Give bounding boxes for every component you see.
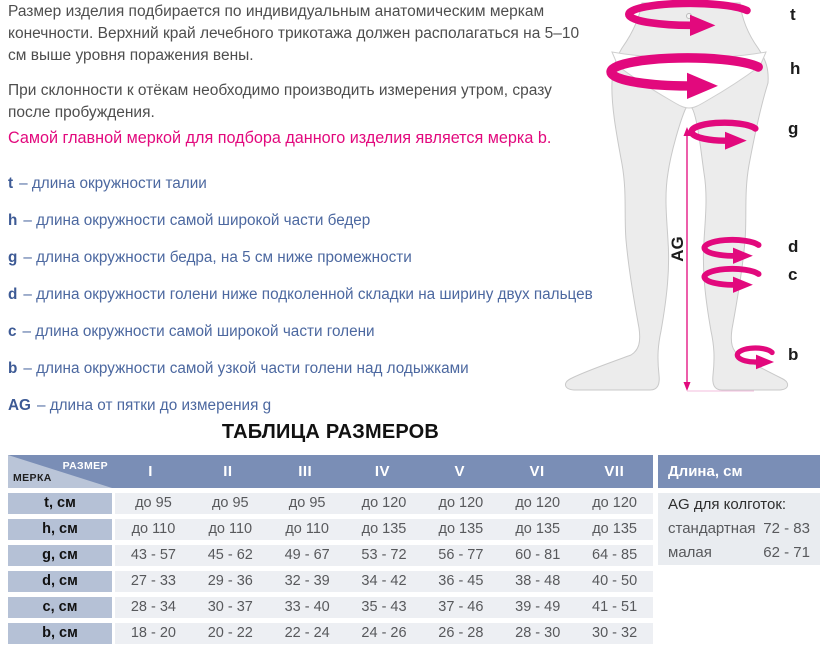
table-row [8, 597, 653, 618]
row-measure-label: d, см [8, 571, 112, 592]
size-value-cell: до 120 [515, 495, 561, 511]
size-column-header: VII [604, 463, 625, 480]
measurement-key: d [8, 285, 18, 303]
measurement-description: – длина окружности самой широкой части бедер [23, 211, 371, 229]
row-values [115, 597, 653, 618]
size-value-cell: до 95 [211, 495, 249, 511]
size-column-header: V [454, 463, 466, 480]
size-value-cell: 29 - 36 [207, 573, 253, 589]
length-panel-header: Длина, см [658, 455, 820, 488]
diagram-label-c: c [788, 265, 798, 284]
length-row-label: малая [668, 544, 712, 561]
size-value-cell: до 120 [438, 495, 484, 511]
measurement-key: t [8, 174, 14, 192]
size-value-cell: до 135 [592, 521, 637, 537]
length-row-label: стандартная [668, 520, 756, 537]
measurement-key: h [8, 211, 18, 229]
measurement-description: – длина от пятки до измерения g [36, 396, 272, 414]
table-row [8, 493, 653, 514]
size-table-header [8, 455, 653, 488]
row-values [115, 571, 653, 592]
measurement-key: b [8, 359, 18, 377]
row-values [115, 545, 653, 566]
size-value-cell: до 120 [361, 495, 407, 511]
length-row [668, 541, 810, 565]
length-panel-subtitle: AG для колготок: [668, 496, 787, 513]
size-value-cell: 28 - 34 [130, 599, 176, 615]
size-value-cell: 28 - 30 [515, 625, 561, 641]
measurement-description: – длина окружности голени ниже подколенной складки на ширину двух пальцев [23, 285, 593, 303]
row-measure-label: c, см [8, 597, 112, 618]
size-value-cell: 56 - 77 [438, 547, 484, 563]
size-value-cell: 27 - 33 [130, 573, 176, 589]
size-value-cell: 37 - 46 [438, 599, 484, 615]
measurement-item [8, 276, 608, 313]
size-value-cell: 24 - 26 [361, 625, 407, 641]
measurement-item [8, 239, 608, 276]
size-table-title: ТАБЛИЦА РАЗМЕРОВ [221, 421, 440, 443]
corner-measure-label: МЕРКА [13, 472, 52, 484]
size-value-cell: 33 - 40 [284, 599, 330, 615]
size-value-cell: 60 - 81 [515, 547, 561, 563]
length-row [668, 517, 810, 541]
measurement-item [8, 313, 608, 350]
size-value-cell: 64 - 85 [592, 547, 638, 563]
size-value-cell: 20 - 22 [207, 625, 253, 641]
measurement-definitions [8, 165, 608, 424]
size-value-cell: 35 - 43 [361, 599, 407, 615]
size-value-cell: 34 - 42 [361, 573, 407, 589]
table-row [8, 545, 653, 566]
size-value-cell: до 95 [288, 495, 326, 511]
size-table [8, 455, 653, 649]
size-value-cell: 49 - 67 [284, 547, 330, 563]
size-value-cell: 22 - 24 [284, 625, 330, 641]
length-panel-body [658, 493, 820, 565]
length-row-value: 72 - 83 [763, 520, 810, 537]
size-column-header: II [223, 463, 233, 480]
size-column-header: I [148, 463, 153, 480]
ag-arrow-down [684, 382, 691, 391]
measurement-key: AG [8, 396, 31, 414]
measurement-description: – длина окружности самой широкой части голени [22, 322, 375, 340]
row-measure-label: g, см [8, 545, 112, 566]
table-row [8, 519, 653, 540]
size-value-cell: 39 - 49 [515, 599, 561, 615]
corner-size-label: РАЗМЕР [62, 460, 108, 472]
row-measure-label: t, см [8, 493, 112, 514]
table-row [8, 571, 653, 592]
size-column-header: IV [374, 463, 391, 480]
measurement-item [8, 165, 608, 202]
diagram-label-g: g [788, 119, 799, 138]
row-values [115, 493, 653, 514]
size-value-cell: до 95 [135, 495, 172, 511]
intro-paragraph-2: При склонности к отёкам необходимо производить измерения утром, сразу после пробуждения. [8, 82, 552, 121]
size-value-cell: 41 - 51 [592, 599, 638, 615]
measurement-key: c [8, 322, 17, 340]
size-value-cell: 30 - 32 [592, 625, 638, 641]
size-value-cell: 53 - 72 [361, 547, 407, 563]
size-value-cell: 18 - 20 [130, 625, 176, 641]
row-values [115, 519, 653, 540]
row-values [115, 623, 653, 644]
size-value-cell: 38 - 48 [515, 573, 561, 589]
row-measure-label: h, см [8, 519, 112, 540]
size-value-cell: 30 - 37 [207, 599, 253, 615]
diagram-label-b: b [788, 345, 799, 364]
size-value-cell: до 135 [361, 521, 407, 537]
table-row [8, 623, 653, 644]
diagram-label-t: t [790, 5, 796, 24]
ag-axis-label: AG [668, 236, 687, 262]
size-column-header: VI [529, 463, 545, 480]
measurement-description: – длина окружности бедра, на 5 см ниже промежности [23, 248, 412, 266]
diagram-label-d: d [788, 237, 799, 256]
measurement-item [8, 202, 608, 239]
size-value-cell: до 120 [592, 495, 637, 511]
size-value-cell: до 110 [285, 521, 329, 537]
length-panel [658, 455, 820, 565]
measurement-item [8, 350, 608, 387]
size-value-cell: 43 - 57 [130, 547, 176, 563]
measurement-description: – длина окружности талии [19, 174, 207, 192]
diagram-label-h: h [790, 59, 801, 78]
size-value-cell: 26 - 28 [438, 625, 484, 641]
size-value-cell: 40 - 50 [592, 573, 638, 589]
table-corner-cell [8, 455, 112, 488]
size-column-header: III [298, 463, 313, 480]
size-value-cell: до 135 [438, 521, 484, 537]
key-measurement-note: Самой главной меркой для подбора данного изделия является мерка b. [8, 129, 552, 147]
body-measurement-diagram [556, 0, 799, 400]
size-value-cell: 32 - 39 [284, 573, 330, 589]
measurement-item [8, 387, 608, 424]
size-value-cell: 45 - 62 [207, 547, 253, 563]
measurement-description: – длина окружности самой узкой части голени над лодыжками [23, 359, 469, 377]
size-value-cell: до 135 [515, 521, 561, 537]
intro-paragraph-1: Размер изделия подбирается по индивидуальным анатомическим меркам конечности. Верхний край лечебного трикотажа должен располагаться на 5–10 см выше уровня поражения вены. [8, 3, 580, 64]
length-row-value: 62 - 71 [763, 544, 810, 561]
size-value-cell: до 110 [131, 521, 176, 537]
size-value-cell: 36 - 45 [438, 573, 484, 589]
size-value-cell: до 110 [208, 521, 253, 537]
row-measure-label: b, см [8, 623, 112, 644]
measurement-key: g [8, 248, 18, 266]
